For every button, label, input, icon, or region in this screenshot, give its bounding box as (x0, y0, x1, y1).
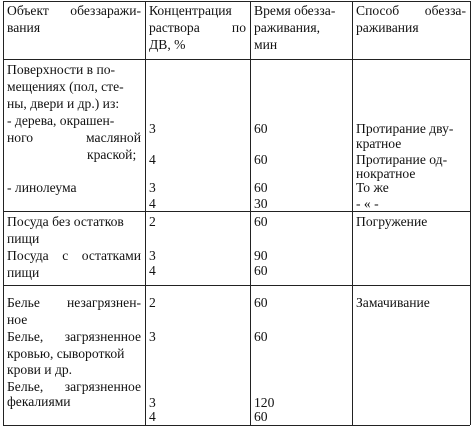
linen-time-3: 120 (254, 395, 275, 410)
header-conc-line2: раствора по (149, 20, 246, 35)
grid-line-bottom (3, 425, 470, 426)
header-conc-line1: Концентрация (149, 3, 232, 18)
grid-line-header-bottom (3, 59, 470, 60)
grid-line-col3 (352, 1, 353, 425)
surfaces-conc-3: 3 (149, 180, 156, 195)
surfaces-wood-line1: - дерева, окрашен- (7, 113, 115, 128)
linen-c-line1: Белье, загрязненное (7, 379, 141, 394)
dishes-a-line2: пищи (7, 231, 40, 246)
linen-a-line1: Белье незагрязнен- (7, 295, 141, 310)
dishes-conc-1: 2 (149, 214, 156, 229)
grid-line-dishes-bottom (3, 285, 470, 286)
surfaces-method-4: - « - (356, 196, 379, 211)
grid-line-col1 (145, 1, 146, 425)
grid-line-right (470, 1, 471, 425)
linen-b-line1: Белье, загрязненное (7, 329, 141, 344)
surfaces-linoleum: - линолеума (7, 180, 77, 195)
surfaces-time-3: 60 (254, 180, 268, 195)
dishes-a-line1: Посуда без остатков (7, 214, 124, 229)
dishes-conc-3: 4 (149, 263, 156, 278)
linen-b-line2: кровью, сывороткой (7, 346, 125, 361)
linen-conc-2: 3 (149, 329, 156, 344)
header-time-line3: мин (254, 37, 278, 52)
header-conc-line3: ДВ, % (149, 37, 186, 52)
dishes-time-1: 60 (254, 214, 268, 229)
linen-time-2: 60 (254, 329, 268, 344)
surfaces-line3: ны, двери и др.) из: (7, 96, 120, 111)
surfaces-method-1b: кратное (356, 136, 402, 151)
surfaces-method-2b: нократное (356, 166, 416, 181)
surfaces-method-1a: Протирание дву- (356, 121, 454, 136)
dishes-method-1: Погружение (356, 214, 428, 229)
surfaces-conc-4: 4 (149, 196, 156, 211)
header-time-line2: раживания, (254, 20, 320, 35)
surfaces-time-2: 60 (254, 152, 268, 167)
header-object-line2: вания (7, 20, 41, 35)
header-method-line2: раживания (356, 20, 419, 35)
header-method-line1: Способ обезза- (356, 3, 466, 18)
linen-a-line2: ное (7, 312, 28, 327)
dishes-conc-2: 3 (149, 248, 156, 263)
surfaces-wood-line3: краской; (87, 147, 137, 162)
surfaces-time-4: 30 (254, 196, 268, 211)
surfaces-method-2a: Протирание од- (356, 152, 448, 167)
linen-time-4: 60 (254, 409, 268, 424)
surfaces-conc-2: 4 (149, 152, 156, 167)
dishes-time-3: 60 (254, 263, 268, 278)
dishes-time-2: 90 (254, 248, 268, 263)
header-object-line1: Объект обеззаражи- (7, 3, 141, 18)
grid-line-left (3, 1, 4, 425)
grid-line-surfaces-bottom (3, 211, 470, 212)
grid-line-top (3, 1, 470, 2)
linen-conc-3: 3 (149, 395, 156, 410)
dishes-b-line1: Посуда с остатками (7, 248, 141, 263)
surfaces-line1: Поверхности в по- (7, 62, 116, 77)
dishes-b-line2: пищи (7, 265, 40, 280)
surfaces-conc-1: 3 (149, 121, 156, 136)
surfaces-method-3: То же (356, 180, 389, 195)
grid-line-col2 (250, 1, 251, 425)
surfaces-wood-line2: ного масляной (7, 130, 141, 145)
header-time-line1: Время обезза- (254, 3, 336, 18)
linen-c-line2: фекалиями (7, 394, 71, 409)
surfaces-time-1: 60 (254, 121, 268, 136)
surfaces-line2: мещениях (пол, сте- (7, 79, 124, 94)
linen-conc-1: 2 (149, 295, 156, 310)
linen-time-1: 60 (254, 295, 268, 310)
linen-conc-4: 4 (149, 409, 156, 424)
linen-method-1: Замачивание (356, 295, 430, 310)
linen-b-line3: крови и др. (7, 362, 73, 377)
